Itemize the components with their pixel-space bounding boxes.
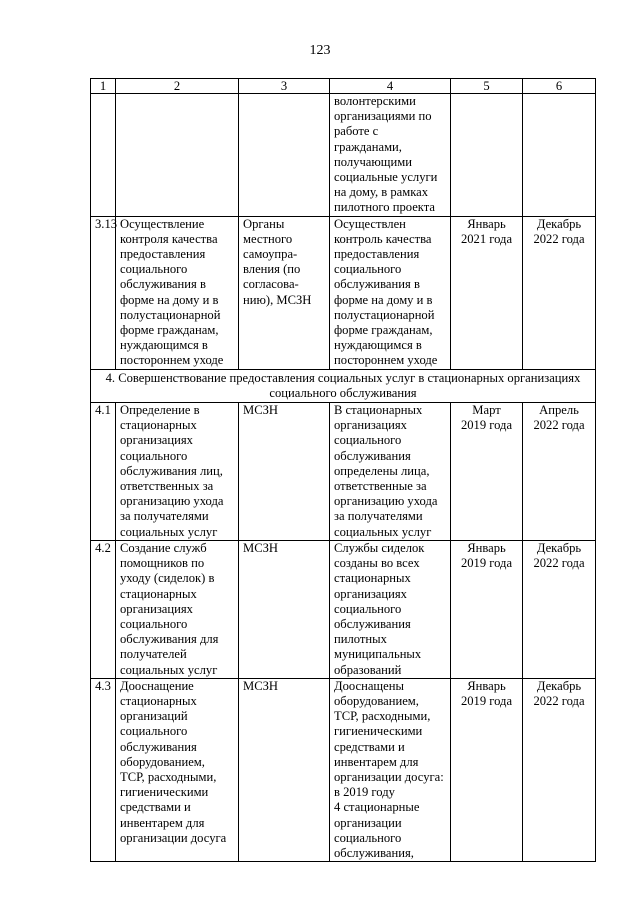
activity-cell: Осуществление контроля качества предоставления социального обслуживания в форме на дому и в полустационарной форме гражданам, нуждающимся в постороннем уходе [116, 216, 239, 369]
executor-cell: МСЗН [239, 403, 330, 541]
executor-cell: Органы местного самоупра- вления (по согласова- нию), МСЗН [239, 216, 330, 369]
start-date-cell [451, 94, 523, 217]
column-number-row [91, 79, 596, 94]
table-row [91, 403, 596, 541]
row-number [91, 94, 116, 217]
end-date-cell: Декабрь 2022 года [523, 678, 596, 861]
row-number: 4.2 [91, 540, 116, 678]
end-date-cell: Декабрь 2022 года [523, 540, 596, 678]
column-header: 5 [451, 79, 523, 94]
start-date-cell: Январь 2021 года [451, 216, 523, 369]
row-number: 4.3 [91, 678, 116, 861]
page-number: 123 [309, 43, 331, 58]
executor-cell: МСЗН [239, 540, 330, 678]
activity-cell: Определение в стационарных организациях социального обслуживания лиц, ответственных за организацию ухода за получателями социальных услуг [116, 403, 239, 541]
section-heading: 4. Совершенствование предоставления социальных услуг в стационарных организациях социального обслуживания [91, 369, 596, 402]
result-cell: волонтерскими организациями по работе с гражданами, получающими социальные услуги на дому, в рамках пилотного проекта [330, 94, 451, 217]
start-date-cell: Март 2019 года [451, 403, 523, 541]
table-row [91, 216, 596, 369]
executor-cell: МСЗН [239, 678, 330, 861]
activity-cell: Дооснащение стационарных организаций социального обслуживания оборудованием, ТСР, расходными, гигиеническими средствами и инвентарем для организации досуга [116, 678, 239, 861]
result-cell: В стационарных организациях социального обслуживания определены лица, ответственные за организацию ухода за получателями социальных услуг [330, 403, 451, 541]
end-date-cell [523, 94, 596, 217]
column-header: 3 [239, 79, 330, 94]
column-header: 4 [330, 79, 451, 94]
end-date-cell: Декабрь 2022 года [523, 216, 596, 369]
result-cell: Дооснащены оборудованием, ТСР, расходными, гигиеническими средствами и инвентарем для организации досуга: в 2019 году 4 стационарные организации социального обслуживания, [330, 678, 451, 861]
row-number: 4.1 [91, 403, 116, 541]
table-row [91, 540, 596, 678]
table-row [91, 94, 596, 217]
executor-cell [239, 94, 330, 217]
column-header: 6 [523, 79, 596, 94]
row-number: 3.13 [91, 216, 116, 369]
result-cell: Осуществлен контроль качества предоставления социального обслуживания в форме на дому и в полустационарной форме гражданам, нуждающимся в постороннем уходе [330, 216, 451, 369]
section-row [91, 369, 596, 402]
activity-cell: Создание служб помощников по уходу (сиделок) в стационарных организациях социального обслуживания для получателей социальных услуг [116, 540, 239, 678]
activity-cell [116, 94, 239, 217]
result-cell: Службы сиделок созданы во всех стационарных организациях социального обслуживания пилотных муниципальных образований [330, 540, 451, 678]
end-date-cell: Апрель 2022 года [523, 403, 596, 541]
start-date-cell: Январь 2019 года [451, 540, 523, 678]
activity-plan-table [90, 78, 596, 862]
column-header: 1 [91, 79, 116, 94]
column-header: 2 [116, 79, 239, 94]
table-row [91, 678, 596, 861]
start-date-cell: Январь 2019 года [451, 678, 523, 861]
